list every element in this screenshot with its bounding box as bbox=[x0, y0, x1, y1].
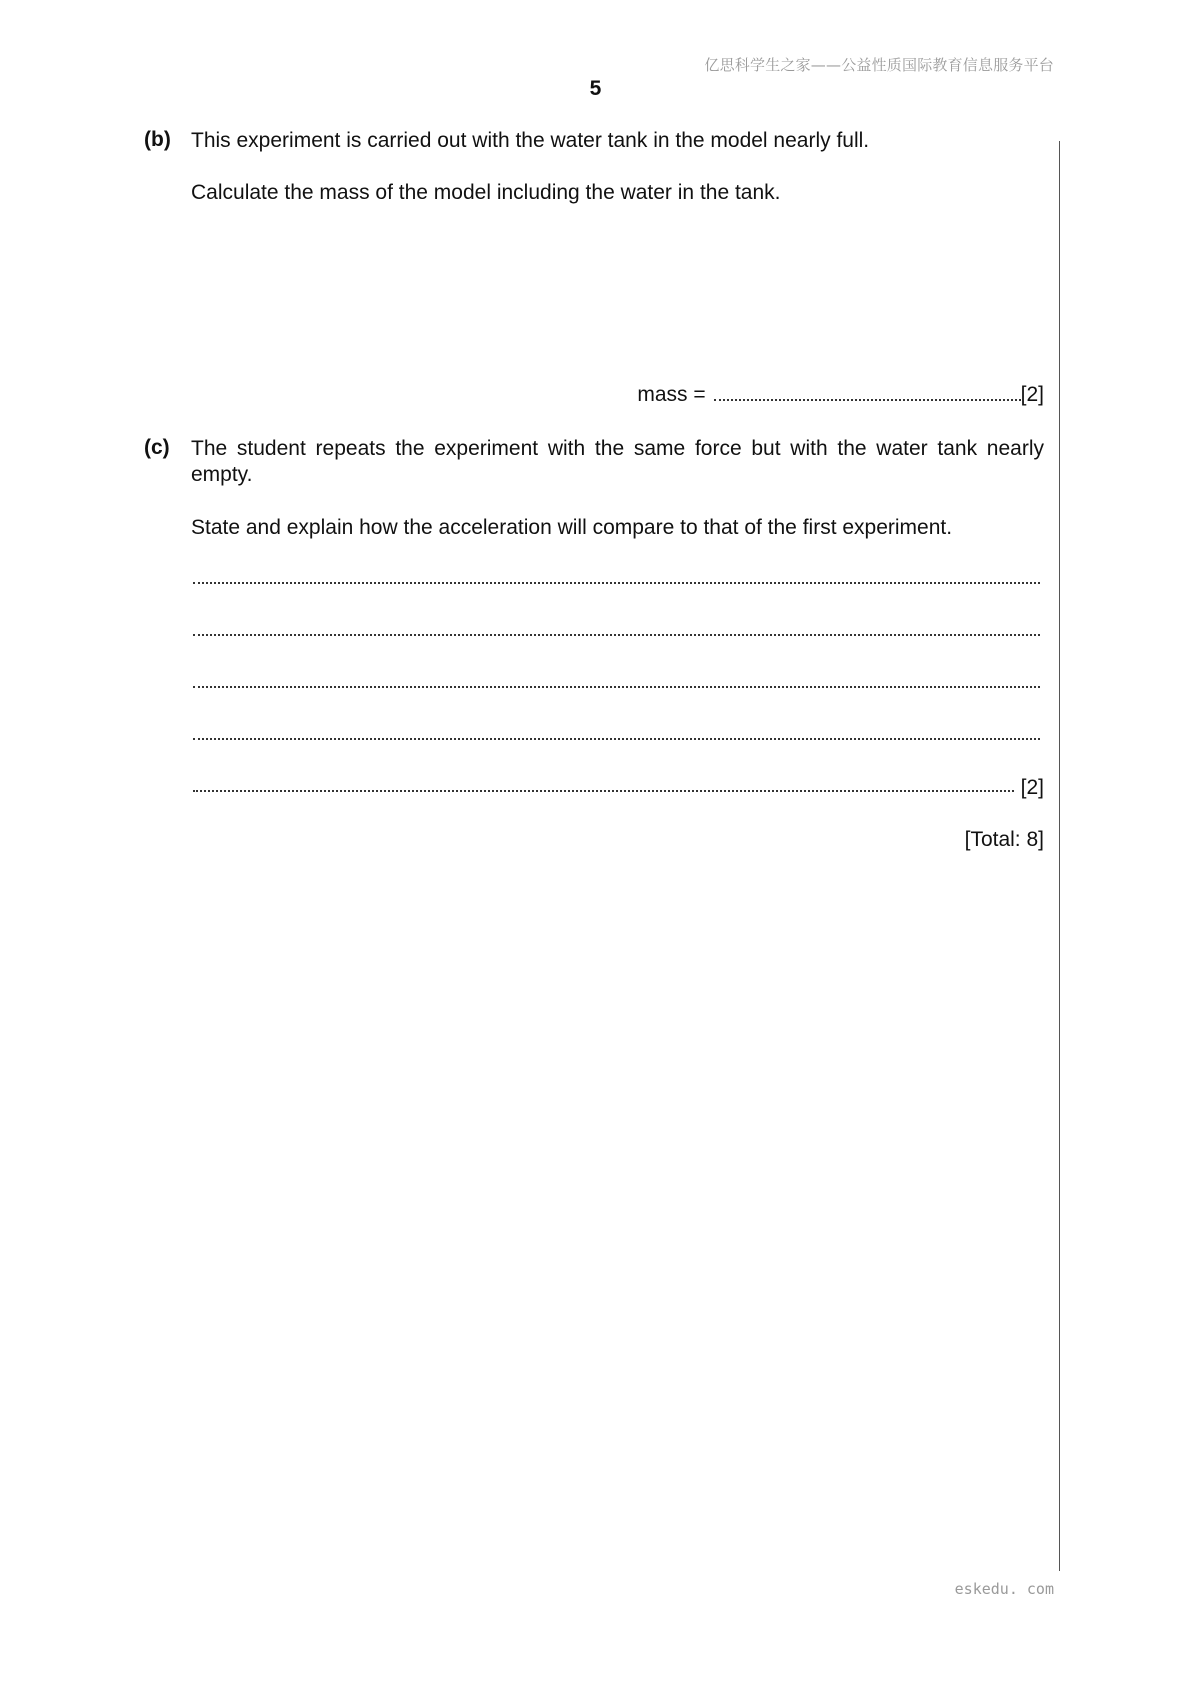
header-watermark: 亿思科学生之家——公益性质国际教育信息服务平台 bbox=[704, 56, 1054, 74]
answer-line-2[interactable] bbox=[193, 634, 1040, 636]
part-c-label: (c) bbox=[144, 436, 170, 459]
part-c-instruction: State and explain how the acceleration will compare to that of the first experiment. bbox=[191, 516, 953, 539]
total-marks: [Total: 8] bbox=[964, 828, 1044, 851]
part-c-statement: The student repeats the experiment with the same force but with the water tank nearly empty. bbox=[191, 437, 1044, 486]
part-b-label: (b) bbox=[144, 128, 171, 151]
answer-line-3[interactable] bbox=[193, 686, 1040, 688]
answer-line-5[interactable] bbox=[193, 790, 1014, 792]
footer-watermark: eskedu. com bbox=[954, 1580, 1054, 1598]
part-b-statement: This experiment is carried out with the water tank in the model nearly full. bbox=[191, 129, 870, 152]
mass-answer-field[interactable] bbox=[714, 383, 1021, 401]
part-b-instruction: Calculate the mass of the model including the water in the tank. bbox=[191, 181, 781, 204]
answer-line-4[interactable] bbox=[193, 738, 1040, 740]
part-b-marks: [2] bbox=[1020, 383, 1044, 406]
mass-answer-label: mass = bbox=[637, 383, 706, 406]
margin-rule bbox=[1059, 141, 1060, 1571]
part-c-marks: [2] bbox=[1020, 776, 1044, 799]
mass-answer-row bbox=[637, 383, 1044, 407]
page-number: 5 bbox=[589, 77, 602, 100]
answer-line-1[interactable] bbox=[193, 582, 1040, 584]
